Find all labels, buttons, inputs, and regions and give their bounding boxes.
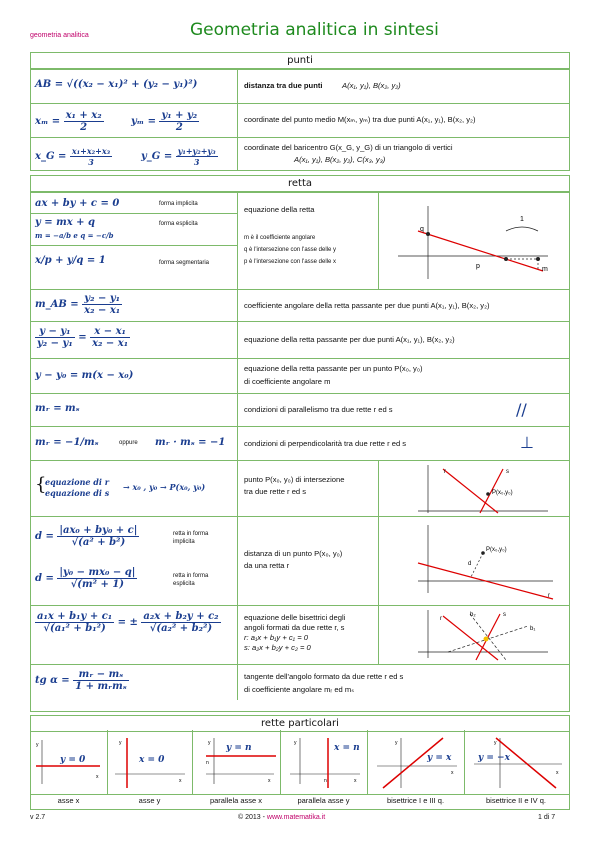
formula-mq: m = −a/b e q = −c/b: [35, 231, 114, 240]
axis-y: y: [36, 742, 39, 748]
label-bisettrice-I-III: bisettrice I e III q.: [386, 796, 445, 805]
formula-lhs: xₘ =: [35, 116, 61, 127]
section-title: retta: [31, 176, 569, 192]
footer-version: v 2.7: [30, 814, 46, 821]
site-link[interactable]: www.matematika.it: [266, 814, 326, 821]
page-title: Geometria analitica in sintesi: [190, 20, 439, 40]
label-bisettrice-II-IV: bisettrice II e IV q.: [485, 796, 547, 805]
den: √(m² + 1): [70, 579, 125, 590]
header-subject: geometria analitica: [30, 32, 89, 39]
formula-lhs: y_G =: [141, 151, 173, 162]
graph-asse-x: [34, 734, 104, 790]
text: equazione della retta passante per due punti A(x₁, y₁), B(x₂, y₂): [244, 335, 455, 344]
text: equazione della retta: [244, 205, 315, 214]
formula-lhs: d =: [35, 531, 54, 542]
num: x₁ + x₂: [65, 110, 102, 121]
text: tangente dell'angolo formato da due rette r ed s: [244, 672, 404, 681]
num: y₁ + y₂: [161, 110, 198, 121]
graph-retta: [388, 201, 558, 283]
label-point: P(x₀,y₀): [492, 490, 513, 496]
den: x₂ − x₁: [84, 305, 121, 316]
den: 1 + mᵣmₛ: [75, 681, 127, 692]
row-punto-medio: [31, 103, 569, 137]
axis-x: x: [556, 770, 559, 776]
den: 3: [193, 157, 200, 167]
section-punti: [30, 52, 570, 171]
row-intersezione: { equazione di r equazione di s → x₀ , y₀ → P(x₀, y₀) punto P(x₀, y₀) di intersezione tra due rette r ed s r s P(x₀,y₀): [31, 460, 569, 516]
formula-esplicita: y = mx + q: [35, 217, 96, 228]
label: forma implicita: [159, 201, 198, 207]
graph-parallela-x: [196, 734, 278, 790]
formula-lhs: yₘ =: [131, 116, 156, 127]
text: di coefficiente angolare mᵣ ed mₛ: [244, 685, 355, 694]
row-parallelismo: [31, 393, 569, 426]
eq: x = n: [334, 743, 360, 753]
row-tangente: [31, 664, 569, 700]
plus-minus: = ±: [117, 617, 138, 628]
axis-x: x: [96, 774, 99, 780]
den: x₂ − x₁: [92, 338, 129, 349]
text: coefficiente angolare della retta passante per due punti A(x₁, y₁), B(x₂, y₂): [244, 301, 490, 310]
row-equazione-retta: [31, 192, 569, 289]
parallel-symbol: //: [516, 400, 527, 419]
text: A(x₁, y₁), B(x₂, y₂): [342, 81, 401, 90]
formula-segmentaria: x/p + y/q = 1: [35, 255, 106, 266]
label-b2: b₂: [470, 612, 476, 618]
text: equazione di r: [45, 477, 109, 487]
row-distanza: [31, 69, 569, 103]
num: a₁x + b₁y + c₁: [37, 611, 113, 622]
label-m: m: [542, 266, 548, 273]
text: p è l'intersezione con l'asse delle x: [244, 259, 337, 265]
label: forma esplicita: [159, 221, 198, 227]
row-perpendicolarita: [31, 426, 569, 460]
formula-lhs: tg α =: [35, 675, 70, 686]
label-s: s: [506, 469, 509, 475]
formula-lhs: d =: [35, 573, 54, 584]
graph-asse-y: [111, 734, 189, 790]
tick-n: n: [206, 760, 209, 766]
row-bisettrici: [31, 605, 569, 664]
row-un-punto: [31, 358, 569, 393]
axis-y: y: [294, 740, 297, 746]
text: condizioni di parallelismo tra due rette r ed s: [244, 405, 393, 414]
label-d: d: [468, 561, 472, 567]
formula-lhs: m_AB =: [35, 299, 79, 310]
graph-bisettrici: [388, 608, 558, 662]
copyright-text: © 2013 -: [238, 814, 267, 821]
text: equazione delle bisettrici degli: [244, 613, 346, 622]
axis-y: y: [208, 740, 211, 746]
den: 2: [80, 122, 88, 133]
graph-distanza: [388, 521, 558, 601]
graph-bisettrice-I-III: [371, 734, 461, 790]
text: s: a₂x + b₂y + c₂ = 0: [244, 643, 311, 652]
label: retta in forma: [173, 531, 209, 537]
label: esplicita: [173, 581, 195, 587]
label: retta in forma: [173, 573, 209, 579]
text: da una retta r: [244, 561, 290, 570]
perpendicular-symbol: ⊥: [520, 433, 534, 452]
num: y₂ − y₁: [82, 293, 122, 305]
axis-x: x: [451, 770, 454, 776]
formula: mᵣ = −1/mₛ: [35, 437, 99, 448]
eq: y = 0: [60, 755, 86, 765]
row-due-punti: $\frac{\text{y − y₁}}{\text{y₂ − y₁}}$ = $\frac{\text{x − x₁}}{\text{x₂ − x₁}}$ equazione della retta passante per due punti A(x₁, y₁), B(x₂, y₂): [31, 321, 569, 358]
graph-parallela-y: [284, 734, 364, 790]
axis-x: x: [354, 778, 357, 784]
text: di coefficiente angolare m: [244, 377, 331, 386]
formula-lhs: x_G =: [35, 151, 67, 162]
num: y − y₁: [35, 326, 75, 338]
graph-bisettrice-II-IV: [468, 734, 566, 790]
den: √(a² + b²): [71, 537, 126, 548]
eq: y = n: [226, 743, 252, 753]
formula-distanza: AB = √((x₂ − x₁)² + (y₂ − y₁)²): [35, 79, 198, 90]
footer-copyright: [238, 814, 325, 821]
axis-y: y: [119, 740, 122, 746]
num: x − x₁: [90, 326, 130, 338]
row-baricentro: [31, 137, 569, 171]
text: condizioni di perpendicolarità tra due rette r ed s: [244, 439, 407, 448]
text: tra due rette r ed s: [244, 487, 307, 496]
text: coordinate del baricentro G(x_G, y_G) di un triangolo di vertici: [244, 143, 453, 152]
text: angoli formati da due rette r, s: [244, 623, 345, 632]
formula: mᵣ · mₛ = −1: [155, 437, 226, 448]
label-1: 1: [520, 216, 524, 223]
label: implicita: [173, 539, 195, 545]
label-q: q: [420, 226, 424, 233]
text: q è l'intersezione con l'asse delle y: [244, 247, 337, 253]
label-point: P(x₀,y₀): [486, 547, 507, 553]
text: coordinate del punto medio M(xₘ, yₘ) tra due punti A(x₁, y₁), B(x₂, y₂): [244, 115, 476, 124]
formula: y − y₀ = m(x − x₀): [35, 370, 134, 381]
text: equazione della retta passante per un punto P(x₀, y₀): [244, 364, 423, 373]
label-p: p: [476, 263, 480, 270]
axis-y: y: [395, 740, 398, 746]
label-r: r: [440, 616, 442, 622]
axis-x: x: [268, 778, 271, 784]
text: equazione di s: [45, 488, 110, 498]
label-parallela-y: parallela asse y: [297, 796, 350, 805]
label-asse-x: asse x: [57, 796, 80, 805]
footer-page: 1 di 7: [538, 814, 556, 821]
label-b1: b₁: [530, 626, 536, 632]
num: a₂x + b₂y + c₂: [143, 611, 219, 622]
row-coeff-angolare: [31, 289, 569, 321]
eq: y = −x: [478, 753, 510, 763]
formula-implicita: ax + by + c = 0: [35, 198, 120, 209]
axis-x: x: [179, 778, 182, 784]
text: m è il coefficiente angolare: [244, 235, 316, 241]
axis-y: y: [494, 740, 497, 746]
label: forma segmentaria: [159, 260, 210, 266]
label-s: s: [503, 612, 506, 618]
label-r: r: [444, 469, 446, 475]
eq: x = 0: [139, 755, 165, 765]
graph-intersezione: [388, 463, 558, 515]
label-parallela-x: parallela asse x: [209, 796, 263, 805]
text: punto P(x₀, y₀) di intersezione: [244, 475, 345, 484]
text: → x₀ , y₀ → P(x₀, y₀): [123, 482, 206, 492]
num: y₁+y₂+y₃: [177, 146, 216, 156]
section-title: punti: [31, 53, 569, 69]
text: r: a₁x + b₁y + c₁ = 0: [244, 633, 308, 642]
label-asse-y: asse y: [138, 796, 161, 805]
text: A(x₁, y₁), B(x₂, y₂), C(x₃, y₃): [294, 155, 386, 164]
den: 2: [175, 122, 183, 133]
num: x₁+x₂+x₃: [71, 146, 111, 156]
text: oppure: [119, 440, 138, 446]
tick-n: n: [324, 778, 327, 784]
row-distanza-retta: [31, 516, 569, 605]
den: y₂ − y₁: [37, 338, 73, 349]
section-retta: [30, 175, 570, 712]
text: distanza tra due punti: [244, 81, 323, 90]
section-title: rette particolari: [31, 716, 569, 732]
label-r: r: [548, 593, 550, 599]
eq: y = x: [427, 753, 452, 763]
den: √(a₁² + b₁²): [43, 623, 106, 634]
text: distanza di un punto P(x₀, y₀): [244, 549, 343, 558]
num: |ax₀ + by₀ + c|: [59, 525, 138, 536]
num: |y₀ − mx₀ − q|: [59, 567, 136, 578]
den: 3: [88, 157, 94, 167]
num: mᵣ − mₛ: [73, 669, 129, 681]
formula: mᵣ = mₛ: [35, 403, 80, 414]
den: √(a₂² + b₂²): [149, 623, 213, 634]
